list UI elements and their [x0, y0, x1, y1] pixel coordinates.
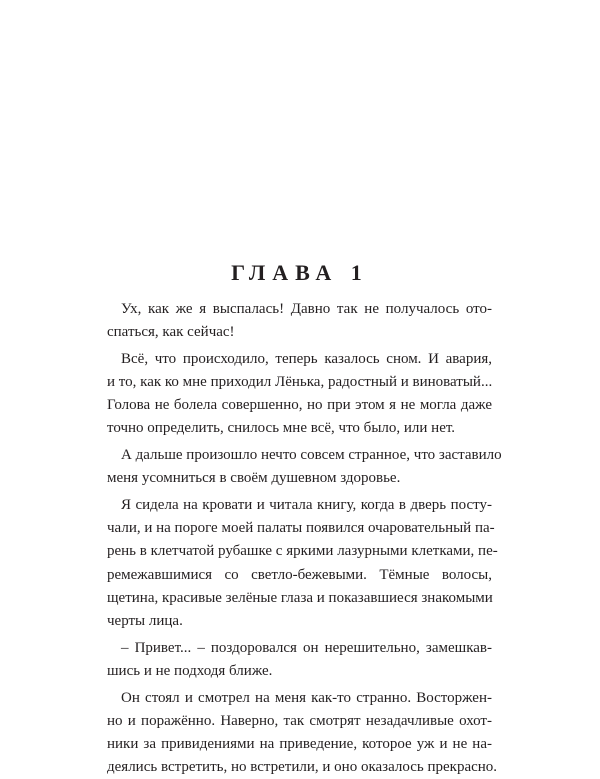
text-line: ремежавшимися со светло-бежевыми. Тёмные волосы,	[107, 564, 492, 587]
body-text	[107, 298, 492, 779]
paragraph-6	[107, 687, 492, 779]
text-line: Голова не болела совершенно, но при этом я не могла даже	[107, 394, 492, 417]
text-line: деялись встретить, но встретили, и оно оказалось прекрасно.	[107, 756, 492, 779]
paragraph-4	[107, 494, 492, 633]
text-line: – Привет... – поздоровался он нерешительно, замешкав-	[107, 637, 492, 660]
paragraph-1	[107, 298, 492, 344]
chapter-title: ГЛАВА 1	[0, 260, 600, 286]
text-line: черты лица.	[107, 610, 492, 633]
text-line: А дальше произошло нечто совсем странное, что заставило	[107, 444, 492, 467]
paragraph-3	[107, 444, 492, 490]
text-line: Всё, что происходило, теперь казалось сном. И авария,	[107, 348, 492, 371]
text-line: рень в клетчатой рубашке с яркими лазурными клетками, пе-	[107, 540, 492, 563]
text-line: ники за привидениями на приведение, которое уж и не на-	[107, 733, 492, 756]
text-line: чали, и на пороге моей палаты появился очаровательный па-	[107, 517, 492, 540]
text-line: но и поражённо. Наверно, так смотрят незадачливые охот-	[107, 710, 492, 733]
text-line: щетина, красивые зелёные глаза и показавшиеся знакомыми	[107, 587, 492, 610]
text-line: Я сидела на кровати и читала книгу, когда в дверь посту-	[107, 494, 492, 517]
text-line: Он стоял и смотрел на меня как-то странно. Восторжен-	[107, 687, 492, 710]
text-line: меня усомниться в своём душевном здоровье.	[107, 467, 492, 490]
text-line: точно определить, снилось мне всё, что было, или нет.	[107, 417, 492, 440]
text-line: Ух, как же я выспалась! Давно так не получалось ото-	[107, 298, 492, 321]
text-line: и то, как ко мне приходил Лёнька, радостный и виноватый...	[107, 371, 492, 394]
paragraph-5	[107, 637, 492, 683]
text-line: шись и не подходя ближе.	[107, 660, 492, 683]
text-line: спаться, как сейчас!	[107, 321, 492, 344]
paragraph-2	[107, 348, 492, 441]
